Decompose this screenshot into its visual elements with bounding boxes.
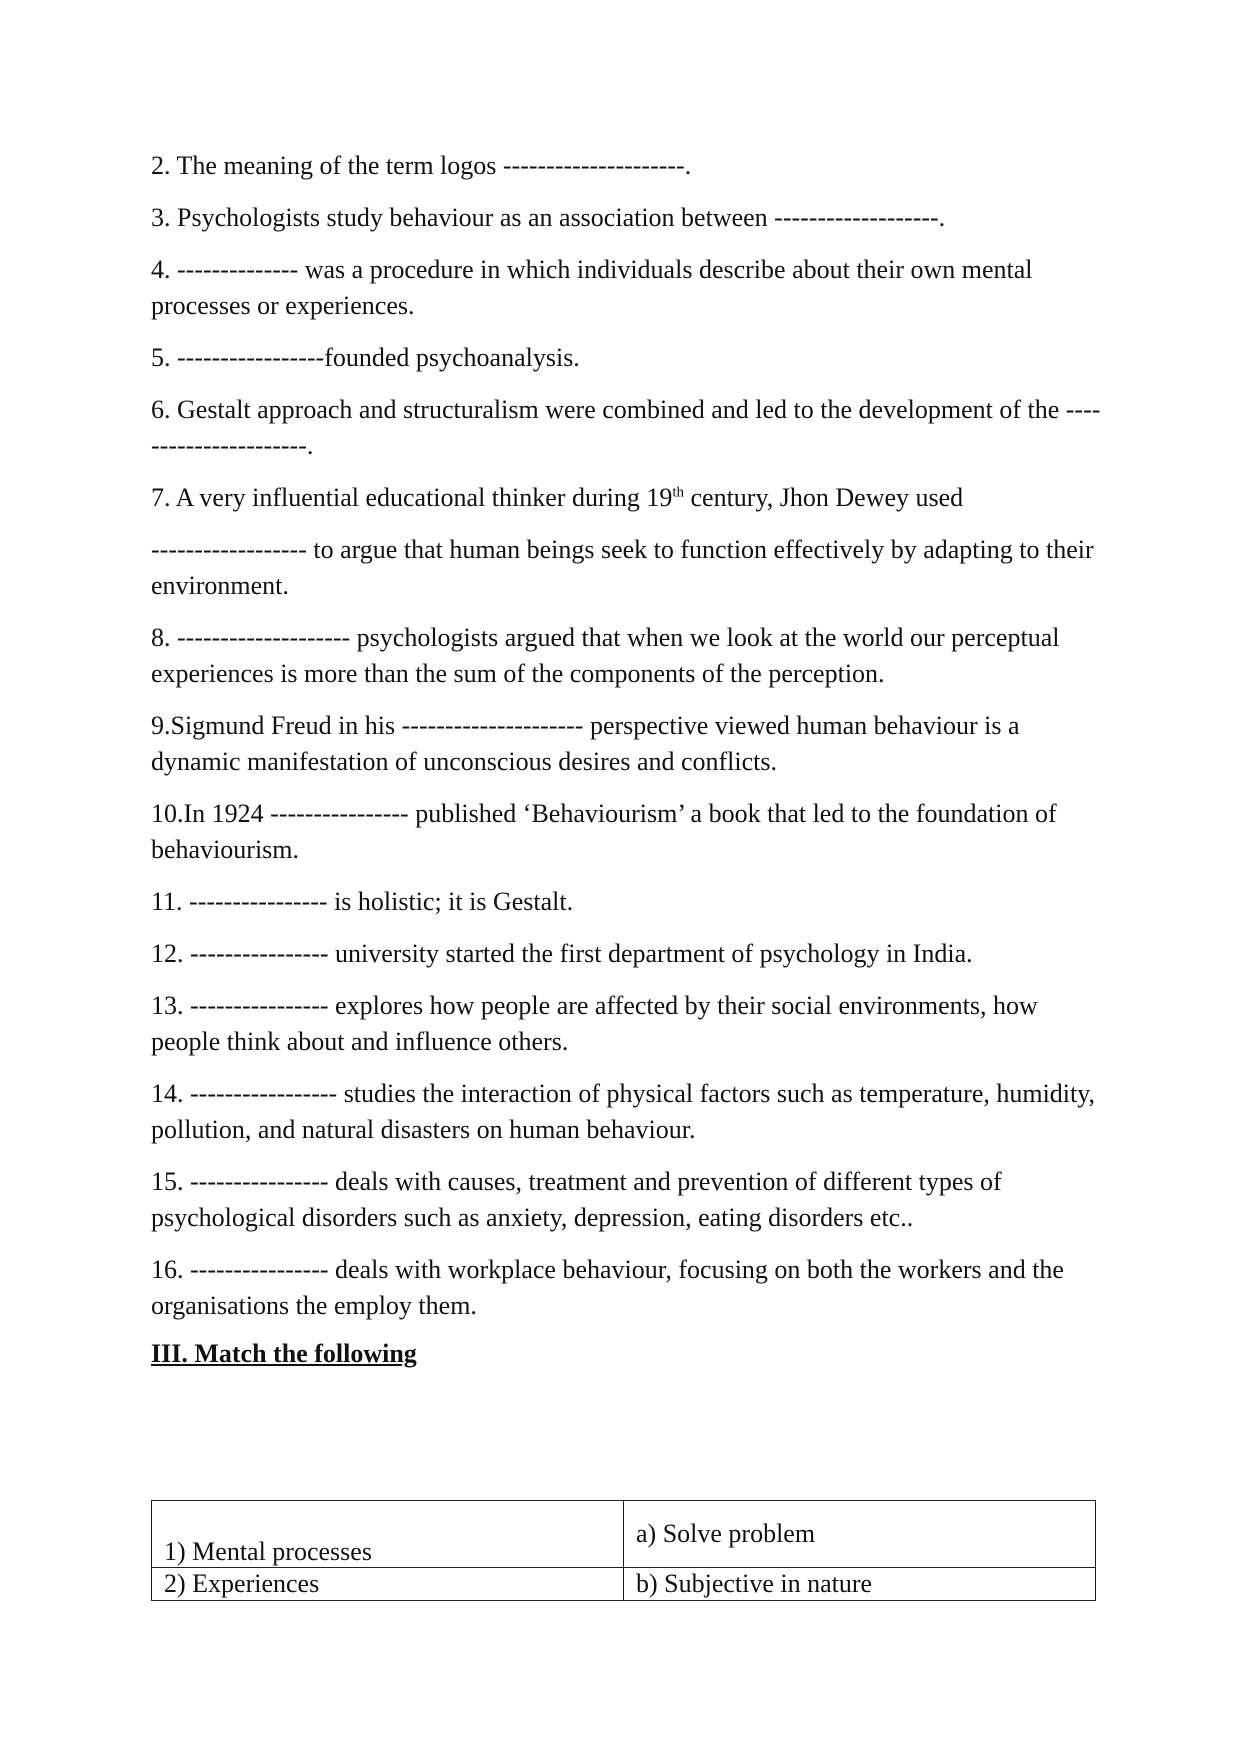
question-7-text: 7. A very influential educational thinker during 19 xyxy=(151,483,673,512)
question-13: 13. ---------------- explores how people are affected by their social environments, how people think about and influence others. xyxy=(151,991,1038,1056)
section-heading: III. Match the following xyxy=(151,1339,417,1368)
table-row xyxy=(152,1568,1096,1601)
question-6: 6. Gestalt approach and structuralism were combined and led to the development of the ----------------------. xyxy=(151,395,1101,460)
match-right-cell: b) Subjective in nature xyxy=(624,1568,1096,1601)
worksheet-content xyxy=(151,148,1101,1372)
table-row xyxy=(152,1501,1096,1568)
question-10: 10.In 1924 ---------------- published ‘Behaviourism’ a book that led to the foundation of behaviourism. xyxy=(151,799,1057,864)
question-12: 12. ---------------- university started the first department of psychology in India. xyxy=(151,939,973,968)
question-11: 11. ---------------- is holistic; it is Gestalt. xyxy=(151,887,574,916)
question-14: 14. ----------------- studies the interaction of physical factors such as temperature, humidity, pollution, and natural disasters on human behaviour. xyxy=(151,1079,1096,1144)
ordinal-suffix: th xyxy=(672,484,684,501)
question-7-text-cont: century, Jhon Dewey used xyxy=(684,483,964,512)
question-4: 4. -------------- was a procedure in which individuals describe about their own mental processes or experiences. xyxy=(151,255,1033,320)
question-16: 16. ---------------- deals with workplace behaviour, focusing on both the workers and the organisations the employ them. xyxy=(151,1255,1064,1320)
question-7 xyxy=(151,480,1101,516)
question-9: 9.Sigmund Freud in his --------------------- perspective viewed human behaviour is a dynamic manifestation of unconscious desires and conflicts. xyxy=(151,711,1020,776)
question-3: 3. Psychologists study behaviour as an association between -------------------. xyxy=(151,203,946,232)
match-left-cell: 1) Mental processes xyxy=(152,1501,624,1568)
question-8: 8. -------------------- psychologists argued that when we look at the world our perceptual experiences is more than the sum of the components of the perception. xyxy=(151,623,1060,688)
question-15: 15. ---------------- deals with causes, treatment and prevention of different types of psychological disorders such as anxiety, depression, eating disorders etc.. xyxy=(151,1167,1002,1232)
match-table xyxy=(151,1500,1096,1601)
question-5: 5. -----------------founded psychoanalysis. xyxy=(151,343,580,372)
question-2: 2. The meaning of the term logos ---------------------. xyxy=(151,151,692,180)
match-right-cell: a) Solve problem xyxy=(624,1501,1096,1568)
match-left-cell: 2) Experiences xyxy=(152,1568,624,1601)
question-7-continuation: ------------------ to argue that human beings seek to function effectively by adapting to their environment. xyxy=(151,535,1094,600)
